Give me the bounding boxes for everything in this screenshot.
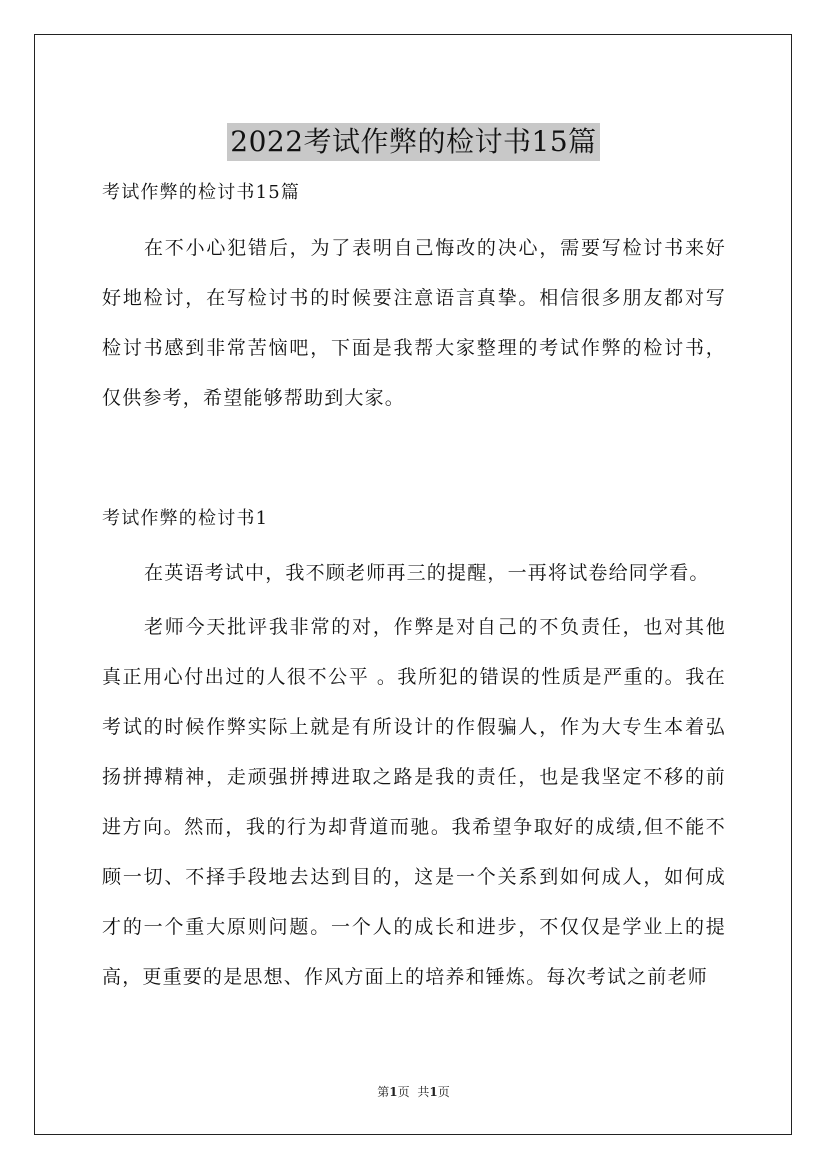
document-title: 2022考试作弊的检讨书15篇 xyxy=(227,123,599,161)
page-footer xyxy=(0,1083,827,1100)
section1-paragraph-2: 老师今天批评我非常的对，作弊是对自己的不负责任，也对其他真正用心付出过的人很不公平 。我所犯的错误的性质是严重的。我在考试的时候作弊实际上就是有所设计的作假骗人，作为大专生本着弘扬拼搏精神，走顽强拼搏进取之路是我的责任，也是我坚定不移的前进方向。然而，我的行为却背道而驰。我希望争取好的成绩,但不能不顾一切、不择手段地去达到目的，这是一个关系到如何成人，如何成才的一个重大原则问题。一个人的成长和进步，不仅仅是学业上的提高，更重要的是思想、作风方面上的培养和锤炼。每次考试之前老师 xyxy=(102,616,726,988)
page-number: 1 xyxy=(389,1085,398,1099)
page-label: 第 xyxy=(377,1085,390,1099)
total-suffix: 页 xyxy=(437,1085,450,1099)
section-heading-1: 考试作弊的检讨书1 xyxy=(102,508,269,529)
total-label: 共 xyxy=(417,1085,430,1099)
intro-paragraph: 在不小心犯错后，为了表明自己悔改的决心，需要写检讨书来好好地检讨，在写检讨书的时候要注意语言真挚。相信很多朋友都对写检讨书感到非常苦恼吧，下面是我帮大家整理的考试作弊的检讨书，仅供参考，希望能够帮助到大家。 xyxy=(102,237,726,409)
section1-paragraph-1: 在英语考试中，我不顾老师再三的提醒，一再将试卷给同学看。 xyxy=(144,562,710,584)
total-pages: 1 xyxy=(429,1085,438,1099)
page-suffix: 页 xyxy=(397,1085,410,1099)
subtitle: 考试作弊的检讨书15篇 xyxy=(102,182,301,203)
